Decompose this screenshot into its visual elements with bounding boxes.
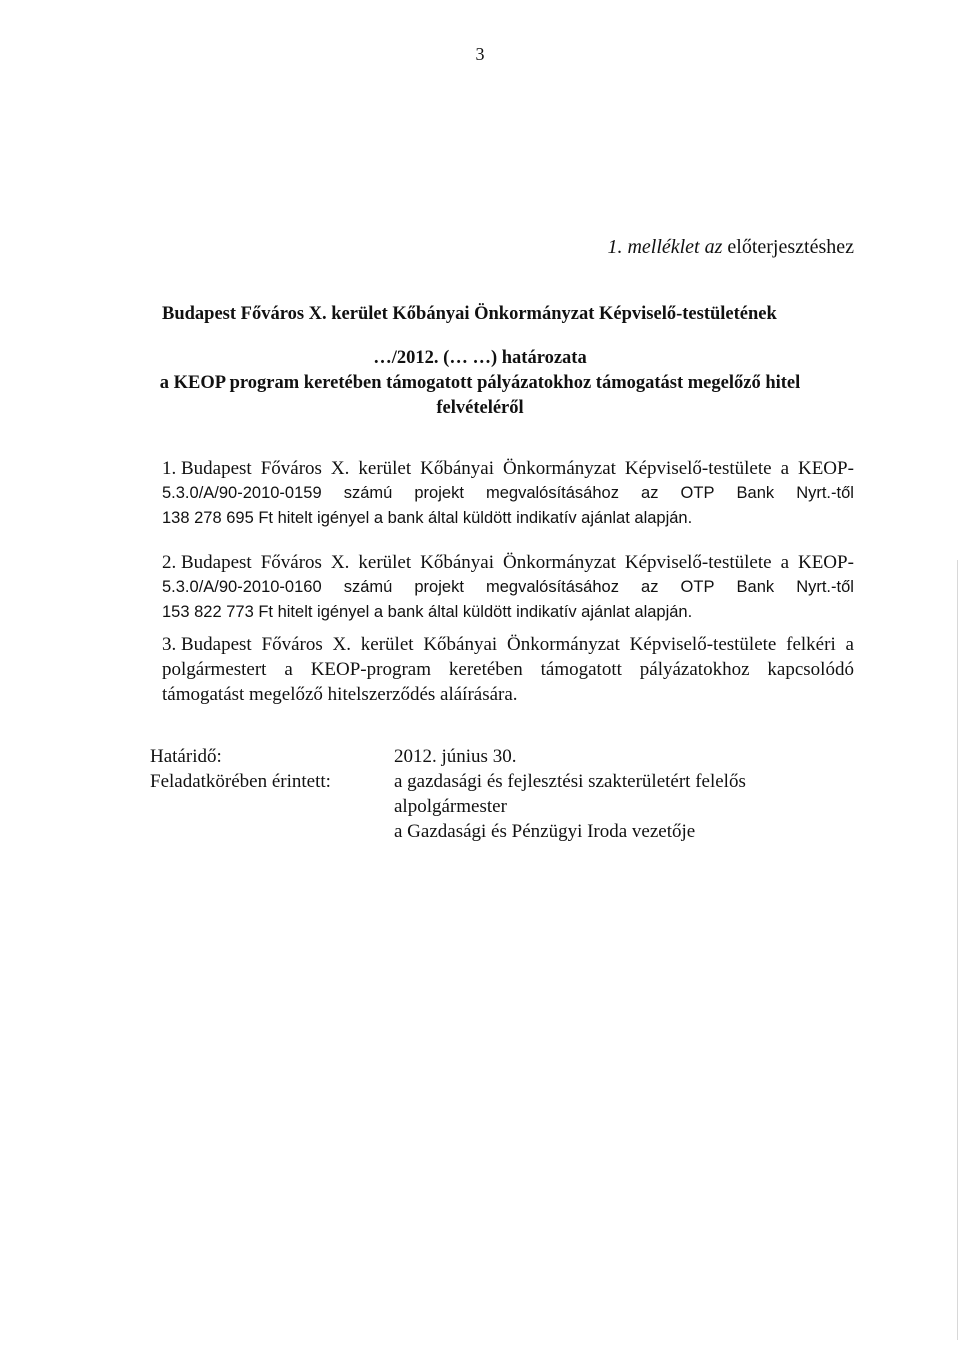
word: számú bbox=[343, 578, 393, 596]
word: Bank bbox=[736, 484, 775, 502]
word: Kőbányai bbox=[420, 458, 495, 479]
word: pályázatokhoz bbox=[639, 659, 750, 680]
word: keretében bbox=[448, 659, 523, 680]
word: projekt bbox=[414, 578, 464, 596]
word: 1. Budapest bbox=[162, 458, 252, 479]
word: Önkormányzat bbox=[503, 552, 616, 573]
deadline-value: 2012. június 30. bbox=[394, 746, 517, 767]
word: KEOP- bbox=[797, 458, 854, 479]
word: a bbox=[780, 552, 789, 573]
responsible-line: a Gazdasági és Pénzügyi Iroda vezetője bbox=[394, 821, 696, 842]
word: projekt bbox=[414, 484, 464, 502]
word: KEOP-program bbox=[310, 659, 431, 680]
word: felkéri bbox=[786, 634, 836, 655]
word: Képviselő-testülete bbox=[624, 552, 772, 573]
word: Kőbányai bbox=[423, 634, 498, 655]
word: 5.3.0/A/90-2010-0159 bbox=[162, 484, 322, 502]
word: Bank bbox=[736, 578, 775, 596]
annex-normal: előterjesztéshez bbox=[727, 236, 854, 258]
word: OTP bbox=[680, 578, 715, 596]
word: kerület bbox=[360, 634, 414, 655]
item-line bbox=[162, 550, 854, 575]
resolution-item-2 bbox=[162, 550, 854, 625]
word: kerület bbox=[358, 458, 412, 479]
deadline-label: Határidő: bbox=[150, 746, 222, 767]
word: Képviselő-testülete bbox=[629, 634, 777, 655]
word: megvalósításához bbox=[485, 484, 619, 502]
item-line bbox=[162, 632, 854, 657]
resolution-subject: a KEOP program keretében támogatott pályázatokhoz támogatást megelőző hitel bbox=[159, 373, 801, 393]
responsible-value bbox=[394, 769, 794, 844]
deadline-row bbox=[150, 744, 794, 769]
scan-edge-line bbox=[957, 560, 958, 1340]
resolution-item-1 bbox=[162, 456, 854, 531]
word: a bbox=[845, 634, 854, 655]
item-line: 138 278 695 Ft hitelt igényel a bank által küldött indikatív ajánlat alapján. bbox=[162, 509, 693, 527]
word: támogatott bbox=[540, 659, 622, 680]
item-line bbox=[162, 575, 854, 600]
responsible-label: Feladatkörében érintett: bbox=[150, 771, 331, 792]
responsible-line: a gazdasági és fejlesztési szakterületért felelős bbox=[394, 771, 746, 792]
word: Kőbányai bbox=[420, 552, 495, 573]
word: kerület bbox=[358, 552, 412, 573]
responsible-row bbox=[150, 769, 794, 844]
word: az bbox=[641, 484, 659, 502]
item-line bbox=[162, 481, 854, 506]
word: 2. Budapest bbox=[162, 552, 252, 573]
word: OTP bbox=[680, 484, 715, 502]
item-line: 153 822 773 Ft hitelt igényel a bank által küldött indikatív ajánlat alapján. bbox=[162, 603, 693, 621]
word: Főváros bbox=[260, 458, 322, 479]
resolution-subject-cont: felvételéről bbox=[436, 398, 524, 418]
item-line bbox=[162, 456, 854, 481]
word: kapcsolódó bbox=[767, 659, 854, 680]
responsible-line: alpolgármester bbox=[394, 796, 507, 817]
word: Nyrt.-től bbox=[796, 578, 854, 596]
resolution-item-3 bbox=[162, 632, 854, 707]
word: az bbox=[641, 578, 659, 596]
word: X. bbox=[332, 634, 351, 655]
word: számú bbox=[343, 484, 393, 502]
resolution-meta bbox=[150, 744, 794, 844]
annex-italic: 1. melléklet az bbox=[607, 236, 723, 258]
resolution-number: …/2012. (… …) határozata bbox=[373, 348, 587, 368]
word: Önkormányzat bbox=[503, 458, 616, 479]
page-number: 3 bbox=[475, 44, 485, 64]
word: Önkormányzat bbox=[506, 634, 620, 655]
word: a bbox=[284, 659, 293, 680]
annex-label bbox=[607, 236, 854, 259]
word: X. bbox=[330, 458, 350, 479]
word: KEOP- bbox=[797, 552, 854, 573]
item-line: támogatást megelőző hitelszerződés aláírására. bbox=[162, 684, 518, 705]
word: Főváros bbox=[261, 634, 323, 655]
word: Főváros bbox=[260, 552, 322, 573]
word: X. bbox=[330, 552, 350, 573]
word: polgármestert bbox=[162, 659, 267, 680]
word: Nyrt.-től bbox=[796, 484, 854, 502]
word: a bbox=[780, 458, 789, 479]
word: megvalósításához bbox=[485, 578, 619, 596]
word: 3. Budapest bbox=[162, 634, 252, 655]
word: 5.3.0/A/90-2010-0160 bbox=[162, 578, 322, 596]
word: Képviselő-testülete bbox=[624, 458, 772, 479]
item-line bbox=[162, 657, 854, 682]
resolution-body: Budapest Főváros X. kerület Kőbányai Önkormányzat Képviselő-testületének bbox=[162, 304, 777, 324]
